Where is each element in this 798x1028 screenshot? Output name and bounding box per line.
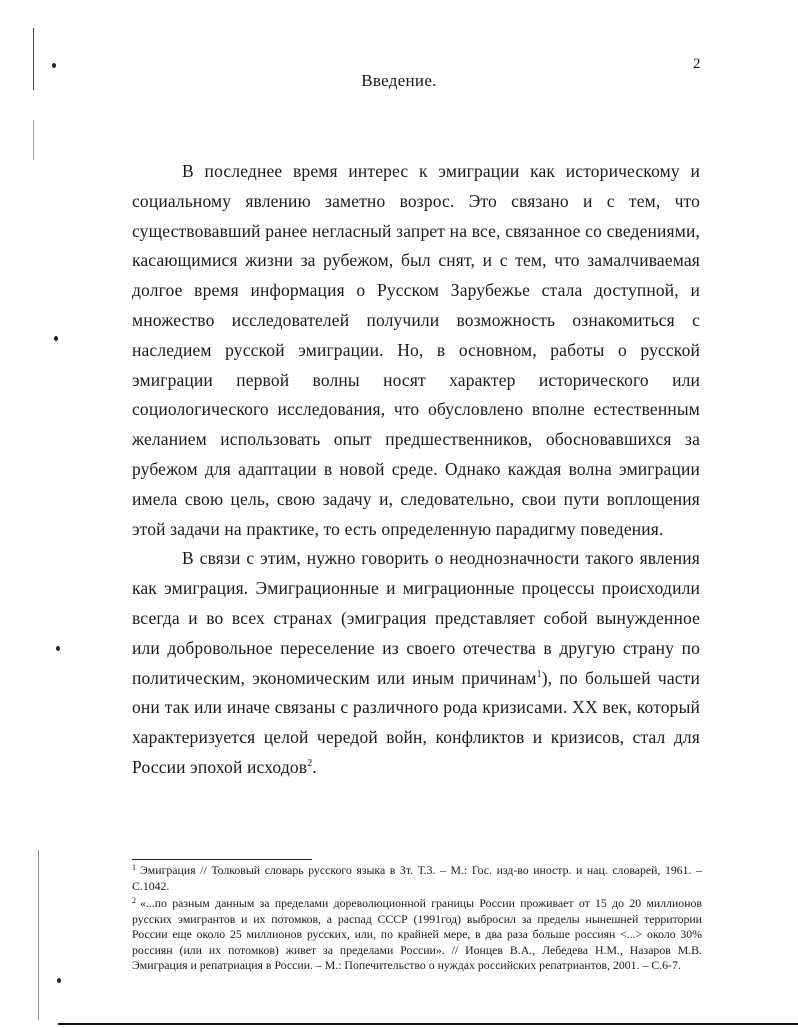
footnotes bbox=[132, 863, 702, 976]
punch-hole-mark-3 bbox=[56, 646, 60, 651]
footnote-2 bbox=[132, 896, 702, 974]
footnote-2-marker: 2 bbox=[132, 896, 136, 905]
punch-hole-mark-1 bbox=[52, 63, 56, 68]
footnote-2-text: «...по разным данным за пределами дореволюционной границы России проживает от 15 до 20 миллионов русских эмигрантов и их потомков, а распад СССР (1991год) выбросил за пределы нынешней территории России еще около 25 миллионов русских, или, по крайней мере, в два раза больше россиян <...> около 30% россиян (или их потомков) живет за пределами России». // Ионцев В.А., Лебедева Н.М., Назаров М.В. Эмиграция и репатриация в России. – М.: Попечительство о нуждах российских репатриантов, 2001. – С.6-7. bbox=[132, 896, 702, 972]
scan-edge-line-bottom bbox=[38, 850, 39, 1020]
page-number: 2 bbox=[693, 56, 701, 72]
page-title: Введение. bbox=[361, 71, 437, 90]
scan-edge-line-mid bbox=[33, 120, 34, 160]
paragraph-2-part-1: В связи с этим, нужно говорить о неоднозначности такого явления как эмиграция. Эмиграционные и миграционные процессы происходили всегда и во всех странах (эмиграция представляет собой вынужденное или добровольное переселение из своего отечества в другую страну по политическим, экономическим или иным причинам bbox=[132, 548, 700, 688]
main-text bbox=[132, 157, 700, 783]
scan-bottom-edge bbox=[58, 1023, 798, 1025]
paragraph-2-part-2: ), по большей части они так или иначе связаны с различного рода кризисами. XX век, который характеризуется целой чередой войн, конфликтов и кризисов, стал для России эпохой исходов bbox=[132, 667, 701, 777]
footnote-1-text: Эмиграция // Толковый словарь русского языка в 3т. Т.3. – М.: Гос. изд-во иностр. и нац. словарей, 1961. – С.1042. bbox=[132, 863, 702, 893]
footnote-1 bbox=[132, 863, 702, 894]
paragraph-2-end: . bbox=[312, 756, 317, 777]
footnote-ref-1[interactable]: 1 bbox=[536, 668, 542, 680]
paragraph-2 bbox=[132, 544, 700, 782]
punch-hole-mark-2 bbox=[54, 336, 58, 341]
footnote-separator bbox=[132, 859, 312, 860]
footnote-1-marker: 1 bbox=[132, 863, 136, 872]
footnote-ref-2[interactable]: 2 bbox=[307, 757, 313, 769]
punch-hole-mark-4 bbox=[57, 978, 61, 983]
paragraph-1: В последнее время интерес к эмиграции как историческому и социальному явлению заметно возрос. Это связано и с тем, что существовавший ранее негласный запрет на все, связанное со сведениями, касающимися жизни за рубежом, был снят, и с тем, что замалчиваемая долгое время информация о Русском Зарубежье стала доступной, и множество исследователей получили возможность ознакомиться с наследием русской эмиграции. Но, в основном, работы о русской эмиграции первой волны носят характер исторического или социологического исследования, что обусловлено вполне естественным желанием использовать опыт предшественников, обосновавшихся за рубежом для адаптации в новой среде. Однако каждая волна эмиграции имела свою цель, свою задачу и, следовательно, свои пути воплощения этой задачи на практике, то есть определенную парадигму поведения. bbox=[132, 161, 700, 539]
